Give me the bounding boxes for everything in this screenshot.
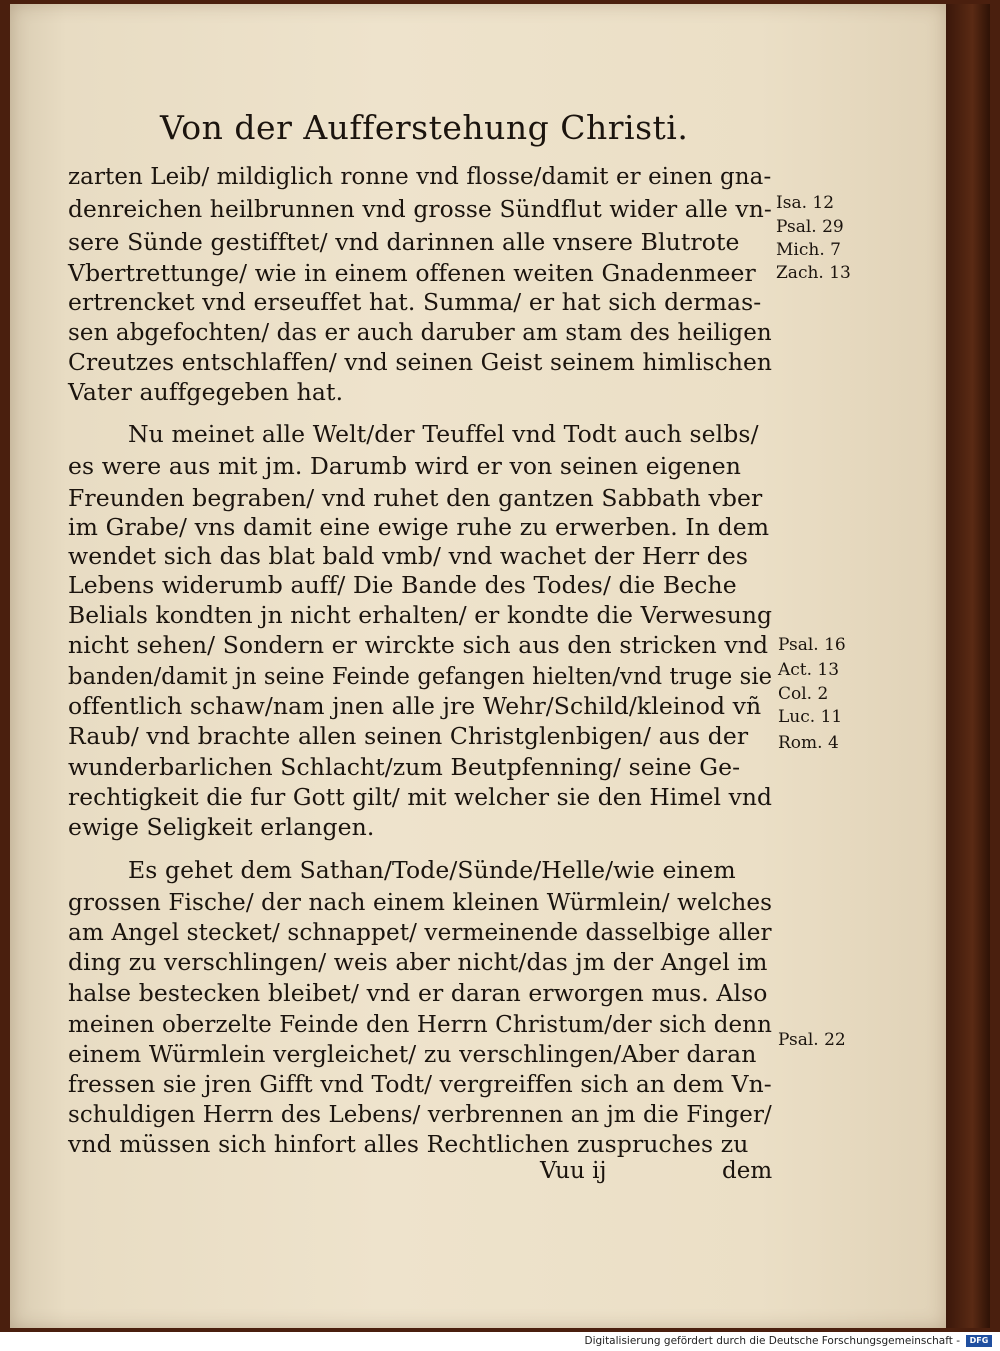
signature-mark: Vuu ij [540,1158,607,1184]
body-line: vnd müssen sich hinfort alles Rechtlichen zuspruches zu [68,1130,749,1158]
body-line: grossen Fische/ der nach einem kleinen Würmlein/ welches [68,888,773,916]
body-line: Vater auffgegeben hat. [68,378,344,406]
body-line: ewige Seligkeit erlangen. [68,813,375,841]
body-line: wendet sich das blat bald vmb/ vnd wachet der Herr des [68,542,749,570]
body-line: Lebens widerumb auff/ Die Bande des Todes/ die Beche [68,571,737,599]
footer-credit: Digitalisierung gefördert durch die Deutsche Forschungsgemeinschaft - [584,1335,960,1347]
margin-note: Psal. 29 [776,217,844,237]
body-line: es were aus mit jm. Darumb wird er von seinen eigenen [68,452,741,480]
body-line: am Angel stecket/ schnappet/ vermeinende dasselbige aller [68,918,772,946]
margin-note: Isa. 12 [776,193,835,213]
book-edge [946,4,990,1328]
body-line: wunderbarlichen Schlacht/zum Beutpfenning/ seine Ge- [68,753,741,781]
margin-note: Psal. 22 [778,1030,846,1050]
body-line: Es gehet dem Sathan/Tode/Sünde/Helle/wie einem [128,856,736,884]
margin-note: Rom. 4 [778,733,839,753]
body-line: zarten Leib/ mildiglich ronne vnd flosse/damit er einen gna- [68,162,772,190]
body-line: Raub/ vnd brachte allen seinen Christglenbigen/ aus der [68,722,749,750]
body-line: schuldigen Herrn des Lebens/ verbrennen an jm die Finger/ [68,1100,772,1128]
body-line: Vbertrettunge/ wie in einem offenen weiten Gnadenmeer [68,259,756,287]
margin-note: Mich. 7 [776,240,841,260]
body-line: rechtigkeit die fur Gott gilt/ mit welcher sie den Himel vnd [68,783,773,811]
body-line: meinen oberzelte Feinde den Herrn Christum/der sich denn [68,1010,773,1038]
margin-note: Zach. 13 [776,263,851,283]
margin-note: Psal. 16 [778,635,846,655]
body-line: denreichen heilbrunnen vnd grosse Sündflut wider alle vn- [68,195,772,223]
running-head: Von der Aufferstehung Christi. [160,108,689,147]
body-line: ertrencket vnd erseuffet hat. Summa/ er hat sich dermas- [68,288,762,316]
dfg-logo: DFG [966,1335,992,1347]
catchword: dem [722,1158,773,1184]
margin-note: Act. 13 [778,660,840,680]
body-line: Nu meinet alle Welt/der Teuffel vnd Todt auch selbs/ [128,420,759,448]
body-line: fressen sie jren Gifft vnd Todt/ vergreiffen sich an dem Vn- [68,1070,772,1098]
body-line: Creutzes entschlaffen/ vnd seinen Geist seinem himlischen [68,348,773,376]
body-line: banden/damit jn seine Feinde gefangen hielten/vnd truge sie [68,662,773,690]
body-line: Belials kondten jn nicht erhalten/ er kondte die Verwesung [68,601,773,629]
margin-note: Luc. 11 [778,707,843,727]
body-line: einem Würmlein vergleichet/ zu verschlingen/Aber daran [68,1040,757,1068]
margin-note: Col. 2 [778,684,829,704]
body-line: ding zu verschlingen/ weis aber nicht/das jm der Angel im [68,948,768,976]
body-line: im Grabe/ vns damit eine ewige ruhe zu erwerben. In dem [68,513,770,541]
body-line: offentlich schaw/nam jnen alle jre Wehr/Schild/kleinod vñ [68,692,762,720]
body-line: Freunden begraben/ vnd ruhet den gantzen Sabbath vber [68,484,763,512]
body-line: halse bestecken bleibet/ vnd er daran erworgen mus. Also [68,979,768,1007]
body-line: nicht sehen/ Sondern er wirckte sich aus den stricken vnd [68,631,769,659]
body-line: sere Sünde gestifftet/ vnd darinnen alle vnsere Blutrote [68,228,740,256]
body-line: sen abgefochten/ das er auch daruber am stam des heiligen [68,318,772,346]
